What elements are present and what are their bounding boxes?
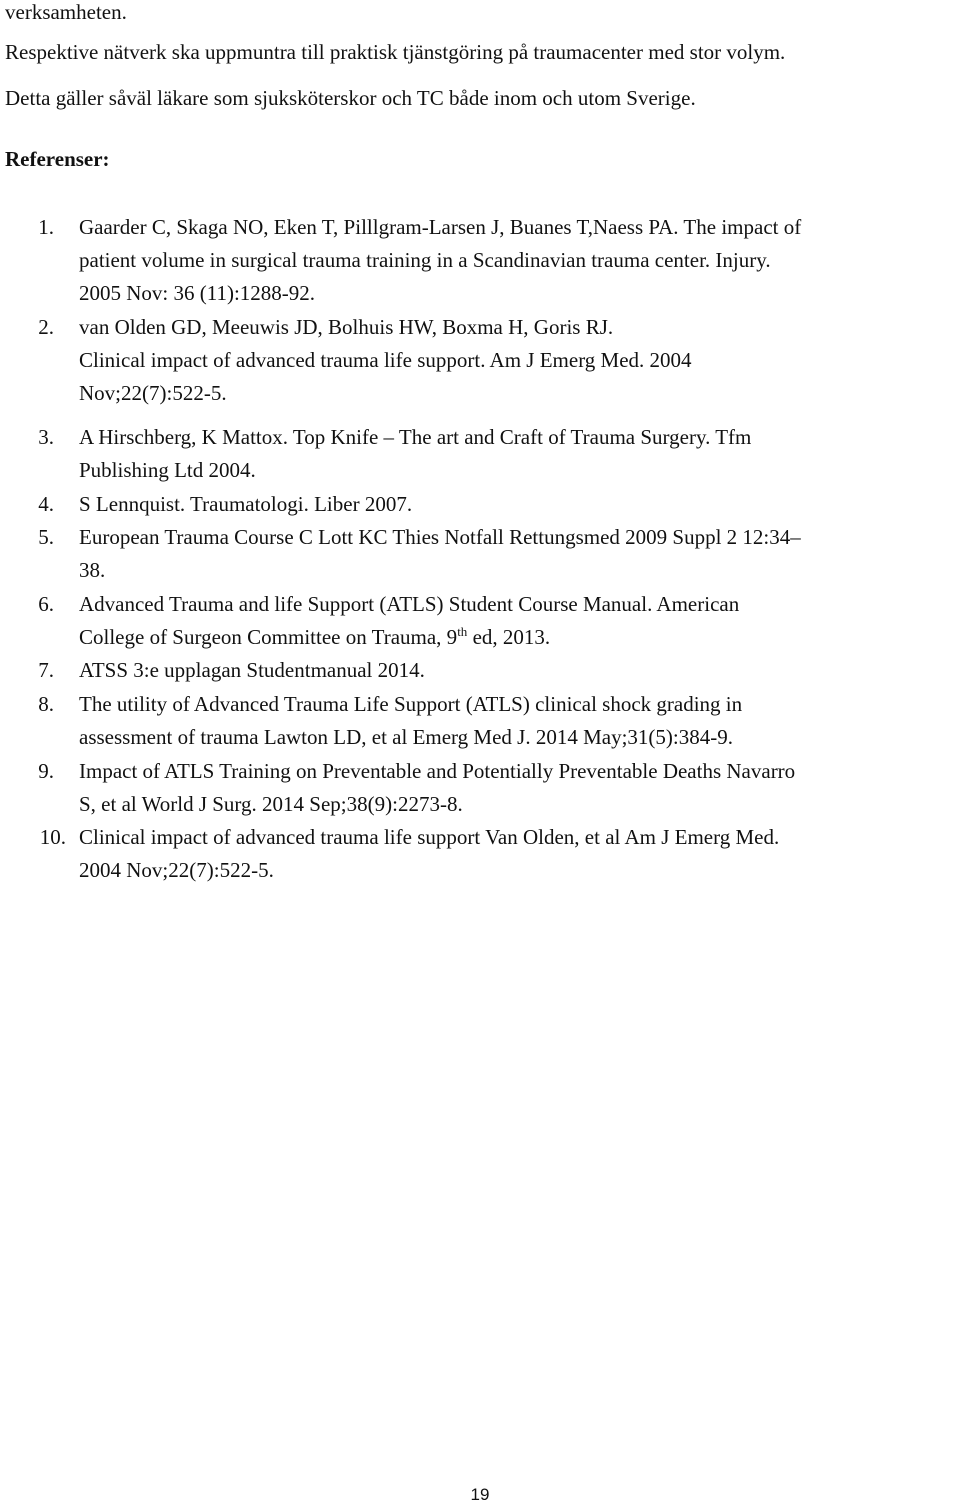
reference-text-line: 38. <box>79 558 106 582</box>
reference-text-line: 2005 Nov: 36 (11):1288-92. <box>79 281 316 305</box>
reference-text-line: assessment of trauma Lawton LD, et al Emerg Med J. 2014 May;31(5):384-9. <box>79 725 733 749</box>
intro-line-1: verksamheten. <box>5 0 127 24</box>
reference-text-line: Publishing Ltd 2004. <box>79 458 256 482</box>
reference-number: 8. <box>38 692 54 716</box>
reference-text-line: patient volume in surgical trauma training in a Scandinavian trauma center. Injury. <box>79 248 771 272</box>
reference-text-line <box>79 621 550 654</box>
reference-number: 9. <box>38 759 54 783</box>
reference-text-line: Impact of ATLS Training on Preventable and Potentially Preventable Deaths Navarro <box>79 759 796 783</box>
references-heading: Referenser: <box>5 147 110 171</box>
reference-number: 6. <box>38 592 54 616</box>
intro-line-3: Detta gäller såväl läkare som sjuksköterskor och TC både inom och utom Sverige. <box>5 86 696 110</box>
reference-text-line: European Trauma Course C Lott KC Thies Notfall Rettungsmed 2009 Suppl 2 12:34– <box>79 525 801 549</box>
reference-number: 3. <box>38 425 54 449</box>
reference-text-line: ATSS 3:e upplagan Studentmanual 2014. <box>79 658 425 682</box>
ordinal-superscript: th <box>457 624 468 639</box>
reference-number: 2. <box>38 315 54 339</box>
reference-text-line: Gaarder C, Skaga NO, Eken T, Pilllgram-Larsen J, Buanes T,Naess PA. The impact of <box>79 215 802 239</box>
reference-text-line: Advanced Trauma and life Support (ATLS) Student Course Manual. American <box>79 592 740 616</box>
reference-text-line: Clinical impact of advanced trauma life support Van Olden, et al Am J Emerg Med. <box>79 825 780 849</box>
reference-text-line: 2004 Nov;22(7):522-5. <box>79 858 274 882</box>
reference-text-line: Nov;22(7):522-5. <box>79 381 227 405</box>
reference-number: 10. <box>39 825 66 849</box>
reference-number: 4. <box>38 492 54 516</box>
reference-text-line: A Hirschberg, K Mattox. Top Knife – The art and Craft of Trauma Surgery. Tfm <box>79 425 752 449</box>
reference-text-line: Clinical impact of advanced trauma life support. Am J Emerg Med. 2004 <box>79 348 692 372</box>
reference-text-line: van Olden GD, Meeuwis JD, Bolhuis HW, Boxma H, Goris RJ. <box>79 315 614 339</box>
page-number: 19 <box>470 1485 490 1504</box>
reference-text-line: S, et al World J Surg. 2014 Sep;38(9):2273-8. <box>79 792 463 816</box>
intro-line-2: Respektive nätverk ska uppmuntra till praktisk tjänstgöring på traumacenter med stor volym. <box>5 40 786 64</box>
reference-number: 7. <box>38 658 54 682</box>
reference-number: 5. <box>38 525 54 549</box>
reference-number: 1. <box>38 215 54 239</box>
reference-text-segment: College of Surgeon Committee on Trauma, 9 <box>79 625 458 649</box>
reference-text-line: S Lennquist. Traumatologi. Liber 2007. <box>79 492 413 516</box>
reference-text-segment: ed, 2013. <box>467 625 551 649</box>
reference-text-line: The utility of Advanced Trauma Life Support (ATLS) clinical shock grading in <box>79 692 743 716</box>
